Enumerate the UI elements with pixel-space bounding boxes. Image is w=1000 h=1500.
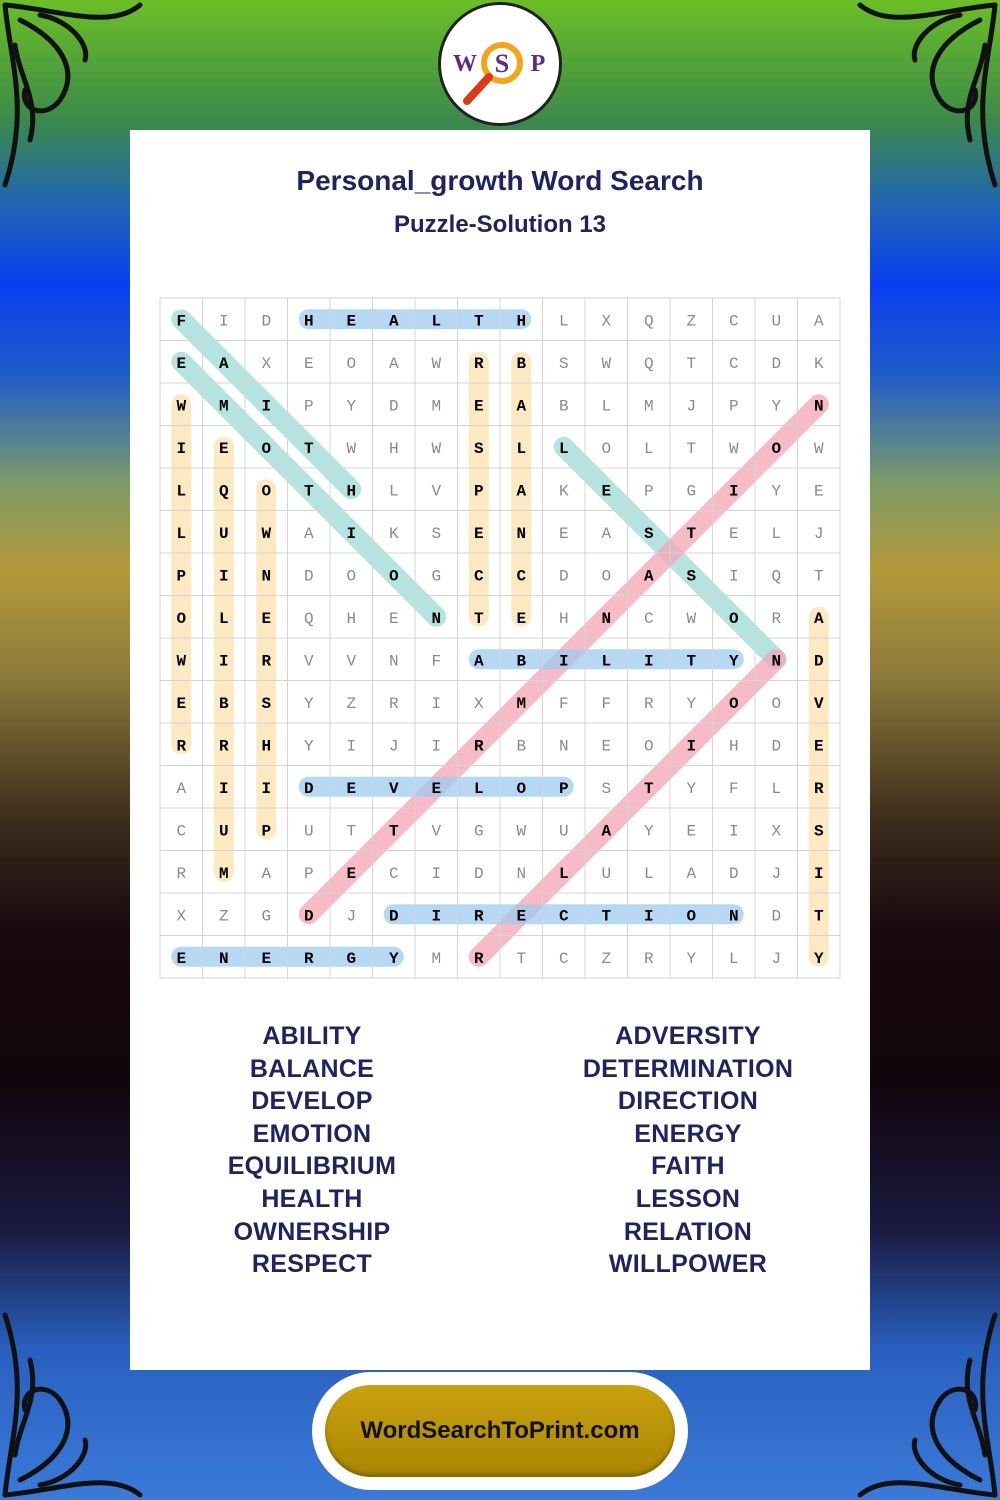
grid-cell-letter[interactable]: D (303, 567, 314, 586)
grid-cell-letter[interactable]: E (813, 737, 824, 756)
grid-cell-letter[interactable]: E (431, 779, 442, 798)
grid-cell-letter[interactable]: C (516, 567, 527, 586)
grid-cell-letter[interactable]: Y (813, 949, 824, 968)
grid-cell-letter[interactable]: Y (303, 694, 314, 713)
grid-cell-letter[interactable]: W (431, 354, 442, 373)
grid-cell-letter[interactable]: I (431, 864, 442, 883)
grid-cell-letter[interactable]: L (558, 439, 569, 458)
grid-cell-letter[interactable]: B (516, 737, 527, 756)
grid-cell-letter[interactable]: Y (771, 397, 782, 416)
grid-cell-letter[interactable]: R (261, 652, 272, 671)
grid-cell-letter[interactable]: O (261, 482, 272, 501)
grid-cell-letter[interactable]: D (261, 312, 272, 331)
grid-cell-letter[interactable]: I (558, 652, 569, 671)
grid-cell-letter[interactable]: D (473, 864, 484, 883)
grid-cell-letter[interactable]: Z (601, 949, 612, 968)
grid-cell-letter[interactable]: L (516, 439, 527, 458)
grid-cell-letter[interactable]: T (601, 907, 612, 926)
grid-cell-letter[interactable]: E (176, 694, 187, 713)
grid-cell-letter[interactable]: I (346, 524, 357, 543)
grid-cell-letter[interactable]: Z (346, 694, 357, 713)
grid-cell-letter[interactable]: N (218, 949, 229, 968)
grid-cell-letter[interactable]: M (431, 949, 442, 968)
grid-cell-letter[interactable]: W (176, 652, 187, 671)
grid-cell-letter[interactable]: R (176, 737, 187, 756)
grid-cell-letter[interactable]: E (346, 312, 357, 331)
grid-cell-letter[interactable]: I (728, 482, 739, 501)
grid-cell-letter[interactable]: I (686, 737, 697, 756)
grid-cell-letter[interactable]: S (686, 567, 697, 586)
grid-cell-letter[interactable]: Q (643, 354, 654, 373)
grid-cell-letter[interactable]: A (218, 354, 229, 373)
grid-cell-letter[interactable]: I (431, 737, 442, 756)
grid-cell-letter[interactable]: W (346, 439, 357, 458)
grid-cell-letter[interactable]: T (473, 609, 484, 628)
grid-cell-letter[interactable]: J (388, 737, 399, 756)
grid-cell-letter[interactable]: E (346, 779, 357, 798)
grid-cell-letter[interactable]: M (516, 694, 527, 713)
grid-cell-letter[interactable]: G (431, 567, 442, 586)
grid-cell-letter[interactable]: E (303, 354, 314, 373)
grid-cell-letter[interactable]: C (643, 609, 654, 628)
grid-cell-letter[interactable]: E (473, 524, 484, 543)
grid-cell-letter[interactable]: D (771, 907, 782, 926)
grid-cell-letter[interactable]: J (771, 864, 782, 883)
grid-cell-letter[interactable]: C (176, 822, 187, 841)
grid-cell-letter[interactable]: W (261, 524, 272, 543)
grid-cell-letter[interactable]: A (516, 397, 527, 416)
grid-cell-letter[interactable]: P (176, 567, 187, 586)
grid-cell-letter[interactable]: P (303, 864, 314, 883)
grid-cell-letter[interactable]: A (261, 864, 272, 883)
grid-cell-letter[interactable]: R (813, 779, 824, 798)
grid-cell-letter[interactable]: H (728, 737, 739, 756)
grid-cell-letter[interactable]: P (643, 482, 654, 501)
grid-cell-letter[interactable]: W (176, 397, 187, 416)
grid-cell-letter[interactable]: Q (771, 567, 782, 586)
word-list-item: ABILITY (262, 1022, 362, 1050)
grid-cell-letter[interactable]: P (473, 482, 484, 501)
grid-cell-letter[interactable]: U (303, 822, 314, 841)
logo-letter-p: P (530, 51, 546, 77)
grid-cell-letter[interactable]: U (771, 312, 782, 331)
grid-cell-letter[interactable]: L (771, 779, 782, 798)
grid-cell-letter[interactable]: E (176, 949, 187, 968)
grid-cell-letter[interactable]: S (558, 354, 569, 373)
grid-cell-letter[interactable]: T (388, 822, 399, 841)
grid-cell-letter[interactable]: E (601, 737, 612, 756)
grid-cell-letter[interactable]: J (813, 524, 824, 543)
grid-cell-letter[interactable]: L (558, 312, 569, 331)
grid-cell-letter[interactable]: Y (346, 397, 357, 416)
grid-cell-letter[interactable]: E (686, 822, 697, 841)
grid-cell-letter[interactable]: F (728, 779, 739, 798)
grid-cell-letter[interactable]: U (218, 524, 229, 543)
grid-cell-letter[interactable]: X (473, 694, 484, 713)
grid-cell-letter[interactable]: O (516, 779, 527, 798)
grid-cell-letter[interactable]: A (686, 864, 697, 883)
grid-cell-letter[interactable]: E (388, 609, 399, 628)
grid-cell-letter[interactable]: P (261, 822, 272, 841)
grid-cell-letter[interactable]: Y (643, 822, 654, 841)
grid-cell-letter[interactable]: O (728, 694, 739, 713)
grid-cell-letter[interactable]: E (176, 354, 187, 373)
grid-cell-letter[interactable]: G (346, 949, 357, 968)
grid-cell-letter[interactable]: H (346, 609, 357, 628)
grid-cell-letter[interactable]: D (303, 907, 314, 926)
grid-cell-letter[interactable]: N (388, 652, 399, 671)
grid-cell-letter[interactable]: P (728, 397, 739, 416)
grid-cell-letter[interactable]: P (558, 779, 569, 798)
grid-cell-letter[interactable]: Z (686, 312, 697, 331)
grid-cell-letter[interactable]: T (813, 907, 824, 926)
grid-cell-letter[interactable]: U (601, 864, 612, 883)
grid-cell-letter[interactable]: F (176, 312, 187, 331)
word-list-item: DIRECTION (617, 1087, 759, 1116)
word-list-item: ADVERSITY (615, 1022, 761, 1050)
grid-cell-letter[interactable]: H (303, 312, 314, 331)
grid-cell-letter[interactable]: A (303, 524, 314, 543)
grid-cell-letter[interactable]: O (771, 439, 782, 458)
grid-cell-letter[interactable]: Q (218, 482, 229, 501)
grid-cell-letter[interactable]: E (261, 609, 272, 628)
grid-cell-letter[interactable]: M (643, 397, 654, 416)
grid-cell-letter[interactable]: A (813, 312, 824, 331)
word-list-item: LESSON (635, 1184, 741, 1213)
grid-cell-letter[interactable]: R (473, 907, 484, 926)
grid-cell-letter[interactable]: F (431, 652, 442, 671)
grid-cell-letter[interactable]: H (346, 482, 357, 501)
grid-cell-letter[interactable]: I (431, 907, 442, 926)
grid-cell-letter[interactable]: X (176, 907, 187, 926)
grid-cell-letter[interactable]: J (686, 397, 697, 416)
grid-cell-letter[interactable]: E (558, 524, 569, 543)
grid-cell-letter[interactable]: R (473, 354, 484, 373)
grid-cell-letter[interactable]: Y (771, 482, 782, 501)
grid-cell-letter[interactable]: L (728, 949, 739, 968)
logo-letter-s: S (494, 49, 510, 78)
grid-cell-letter[interactable]: I (643, 652, 654, 671)
grid-cell-letter[interactable]: K (813, 354, 824, 373)
grid-cell-letter[interactable]: U (218, 822, 229, 841)
word-list-item: BALANCE (249, 1054, 375, 1083)
grid-cell-letter[interactable]: S (261, 694, 272, 713)
grid-cell-letter[interactable]: S (431, 524, 442, 543)
grid-cell-letter[interactable]: A (601, 822, 612, 841)
grid-cell-letter[interactable]: B (516, 354, 527, 373)
grid-cell-letter[interactable]: I (176, 439, 187, 458)
word-list-item: DETERMINATION (582, 1054, 794, 1083)
grid-cell-letter[interactable]: V (431, 482, 442, 501)
grid-cell-letter[interactable]: X (771, 822, 782, 841)
grid-cell-letter[interactable]: C (558, 949, 569, 968)
grid-cell-letter[interactable]: L (643, 864, 654, 883)
grid-cell-letter[interactable]: R (176, 864, 187, 883)
grid-cell-letter[interactable]: G (686, 482, 697, 501)
grid-cell-letter[interactable]: L (643, 439, 654, 458)
grid-cell-letter[interactable]: Q (643, 312, 654, 331)
grid-cell-letter[interactable]: L (176, 524, 187, 543)
grid-cell-letter[interactable]: V (303, 652, 314, 671)
grid-cell-letter[interactable]: L (176, 482, 187, 501)
grid-cell-letter[interactable]: T (303, 482, 314, 501)
grid-cell-letter[interactable]: N (516, 524, 527, 543)
grid-cell-letter[interactable]: G (473, 822, 484, 841)
grid-cell-letter[interactable]: I (218, 779, 229, 798)
grid-cell-letter[interactable]: A (388, 354, 399, 373)
grid-cell-letter[interactable]: O (643, 737, 654, 756)
grid-cell-letter[interactable]: Y (686, 949, 697, 968)
grid-cell-letter[interactable]: L (601, 397, 612, 416)
page-subtitle: Puzzle-Solution 13 (393, 211, 606, 238)
grid-cell-letter[interactable]: D (303, 779, 314, 798)
grid-cell-letter[interactable]: E (261, 949, 272, 968)
grid-cell-letter[interactable]: A (516, 482, 527, 501)
grid-cell-letter[interactable]: L (431, 312, 442, 331)
grid-cell-letter[interactable]: Y (686, 694, 697, 713)
grid-cell-letter[interactable]: Y (686, 779, 697, 798)
word-list-item: FAITH (651, 1152, 725, 1181)
grid-cell-letter[interactable]: A (176, 779, 187, 798)
grid-cell-letter[interactable]: O (728, 609, 739, 628)
grid-cell-letter[interactable]: V (431, 822, 442, 841)
word-list-item: EMOTION (252, 1119, 372, 1148)
page-title: Personal_growth Word Search (296, 165, 704, 196)
logo-letter-w: W (453, 51, 477, 77)
grid-cell-letter[interactable]: W (728, 439, 739, 458)
grid-cell-letter[interactable]: I (643, 907, 654, 926)
grid-cell-letter[interactable]: R (643, 949, 654, 968)
grid-cell-letter[interactable]: O (261, 439, 272, 458)
grid-cell-letter[interactable]: X (601, 312, 612, 331)
grid-cell-letter[interactable]: N (261, 567, 272, 586)
grid-cell-letter[interactable]: I (728, 822, 739, 841)
grid-cell-letter[interactable]: W (601, 354, 612, 373)
grid-cell-letter[interactable]: W (686, 609, 697, 628)
grid-cell-letter[interactable]: W (813, 439, 824, 458)
grid-cell-letter[interactable]: D (558, 567, 569, 586)
grid-cell-letter[interactable]: D (728, 864, 739, 883)
grid-cell-letter[interactable]: L (218, 609, 229, 628)
grid-cell-letter[interactable]: S (601, 779, 612, 798)
word-list-item: DEVELOP (251, 1087, 373, 1116)
word-list-item: RESPECT (251, 1250, 373, 1279)
grid-cell-letter[interactable]: I (728, 567, 739, 586)
grid-cell-letter[interactable]: P (303, 397, 314, 416)
grid-cell-letter[interactable]: F (558, 694, 569, 713)
word-list-item: ENERGY (634, 1119, 742, 1148)
word-list-item: EQUILIBRIUM (227, 1152, 397, 1181)
grid-cell-letter[interactable]: E (813, 482, 824, 501)
grid-cell-letter[interactable]: U (558, 822, 569, 841)
grid-cell-letter[interactable]: T (686, 354, 697, 373)
grid-cell-letter[interactable]: I (218, 567, 229, 586)
grid-cell-letter[interactable]: E (516, 609, 527, 628)
grid-cell-letter[interactable]: N (558, 737, 569, 756)
grid-cell-letter[interactable]: Y (728, 652, 739, 671)
word-list-item: HEALTH (261, 1184, 363, 1213)
grid-cell-letter[interactable]: T (686, 524, 697, 543)
grid-cell-letter[interactable]: E (218, 439, 229, 458)
grid-cell-letter[interactable]: R (771, 609, 782, 628)
grid-cell-letter[interactable]: E (346, 864, 357, 883)
grid-cell-letter[interactable]: J (346, 907, 357, 926)
grid-cell-letter[interactable]: S (473, 439, 484, 458)
grid-cell-letter[interactable]: R (473, 949, 484, 968)
grid-cell-letter[interactable]: W (431, 439, 442, 458)
grid-cell-letter[interactable]: R (643, 694, 654, 713)
grid-cell-letter[interactable]: V (813, 694, 824, 713)
grid-cell-letter[interactable]: O (601, 439, 612, 458)
grid-cell-letter[interactable]: N (516, 864, 527, 883)
grid-cell-letter[interactable]: E (601, 482, 612, 501)
grid-cell-letter[interactable]: S (813, 822, 824, 841)
grid-cell-letter[interactable]: H (516, 312, 527, 331)
grid-cell-letter[interactable]: L (771, 524, 782, 543)
grid-cell-letter[interactable]: O (388, 567, 399, 586)
footer-site-link[interactable]: WordSearchToPrint.com (360, 1417, 640, 1444)
grid-cell-letter[interactable]: Q (303, 609, 314, 628)
grid-cell-letter[interactable]: H (558, 609, 569, 628)
grid-cell-letter[interactable]: C (558, 907, 569, 926)
grid-cell-letter[interactable]: E (473, 397, 484, 416)
word-list-right (508, 1020, 868, 1281)
grid-cell-letter[interactable]: N (601, 609, 612, 628)
grid-cell-letter[interactable]: X (261, 354, 272, 373)
grid-cell-letter[interactable]: M (218, 397, 229, 416)
grid-cell-letter[interactable]: A (813, 609, 824, 628)
grid-cell-letter[interactable]: N (813, 397, 824, 416)
grid-cell-letter[interactable]: O (601, 567, 612, 586)
grid-cell-letter[interactable]: O (686, 907, 697, 926)
grid-cell-letter[interactable]: T (346, 822, 357, 841)
grid-cell-letter[interactable]: T (686, 439, 697, 458)
grid-cell-letter[interactable]: I (261, 779, 272, 798)
grid-cell-letter[interactable]: W (516, 822, 527, 841)
grid-cell-letter[interactable]: A (388, 312, 399, 331)
grid-cell-letter[interactable]: R (218, 737, 229, 756)
word-list-item: WILLPOWER (608, 1250, 768, 1279)
grid-cell-letter[interactable]: I (218, 312, 229, 331)
grid-cell-letter[interactable]: T (516, 949, 527, 968)
grid-cell-letter[interactable]: C (388, 864, 399, 883)
word-list-item: OWNERSHIP (233, 1217, 391, 1246)
grid-cell-letter[interactable]: L (473, 779, 484, 798)
grid-cell-letter[interactable]: D (388, 397, 399, 416)
grid-cell-letter[interactable]: C (728, 354, 739, 373)
grid-cell-letter[interactable]: B (516, 652, 527, 671)
grid-cell-letter[interactable]: O (346, 354, 357, 373)
grid-cell-letter[interactable]: M (218, 864, 229, 883)
grid-cell-letter[interactable]: T (303, 439, 314, 458)
grid-cell-letter[interactable]: K (388, 524, 399, 543)
grid-cell-letter[interactable]: G (261, 907, 272, 926)
grid-cell-letter[interactable]: B (558, 397, 569, 416)
grid-cell-letter[interactable]: N (728, 907, 739, 926)
grid-cell-letter[interactable]: B (218, 694, 229, 713)
grid-cell-letter[interactable]: N (771, 652, 782, 671)
word-list-left (132, 1020, 492, 1281)
grid-cell-letter[interactable]: I (431, 694, 442, 713)
grid-cell-letter[interactable]: F (601, 694, 612, 713)
grid-cell-letter[interactable]: A (643, 567, 654, 586)
grid-cell-letter[interactable]: O (771, 694, 782, 713)
word-list-item: RELATION (623, 1217, 753, 1246)
grid-cell-letter[interactable]: O (176, 609, 187, 628)
grid-cell-letter[interactable]: D (813, 652, 824, 671)
grid-cell-letter[interactable]: E (728, 524, 739, 543)
grid-cell-letter[interactable]: Z (218, 907, 229, 926)
grid-cell-letter[interactable]: T (643, 779, 654, 798)
grid-cell-letter[interactable]: K (558, 482, 569, 501)
grid-cell-letter[interactable]: S (643, 524, 654, 543)
grid-cell-letter[interactable]: H (261, 737, 272, 756)
grid-cell-letter[interactable]: I (218, 652, 229, 671)
grid-cell-letter[interactable]: L (388, 482, 399, 501)
grid-cell-letter[interactable]: H (388, 439, 399, 458)
grid-cell-letter[interactable]: L (601, 652, 612, 671)
footer-site-button[interactable] (325, 1385, 675, 1477)
grid-cell-letter[interactable]: R (473, 737, 484, 756)
grid-cell-letter[interactable]: V (388, 779, 399, 798)
grid-cell-letter[interactable]: Y (388, 949, 399, 968)
grid-cell-letter[interactable]: D (771, 354, 782, 373)
grid-cell-letter[interactable]: I (813, 864, 824, 883)
grid-cell-letter[interactable]: J (771, 949, 782, 968)
grid-cell-letter[interactable]: N (431, 609, 442, 628)
grid-cell-letter[interactable]: M (431, 397, 442, 416)
grid-cell-letter[interactable]: C (473, 567, 484, 586)
grid-cell-letter[interactable]: O (346, 567, 357, 586)
grid-cell-letter[interactable]: D (771, 737, 782, 756)
grid-cell-letter[interactable]: T (686, 652, 697, 671)
grid-cell-letter[interactable]: R (303, 949, 314, 968)
grid-cell-letter[interactable]: V (346, 652, 357, 671)
grid-cell-letter[interactable]: I (261, 397, 272, 416)
grid-cell-letter[interactable]: T (813, 567, 824, 586)
grid-cell-letter[interactable]: D (388, 907, 399, 926)
grid-cell-letter[interactable]: I (346, 737, 357, 756)
grid-cell-letter[interactable]: A (473, 652, 484, 671)
grid-cell-letter[interactable]: Y (303, 737, 314, 756)
grid-cell-letter[interactable]: C (728, 312, 739, 331)
grid-cell-letter[interactable]: A (601, 524, 612, 543)
grid-cell-letter[interactable]: E (516, 907, 527, 926)
grid-cell-letter[interactable]: L (558, 864, 569, 883)
grid-cell-letter[interactable]: R (388, 694, 399, 713)
grid-cell-letter[interactable]: T (473, 312, 484, 331)
